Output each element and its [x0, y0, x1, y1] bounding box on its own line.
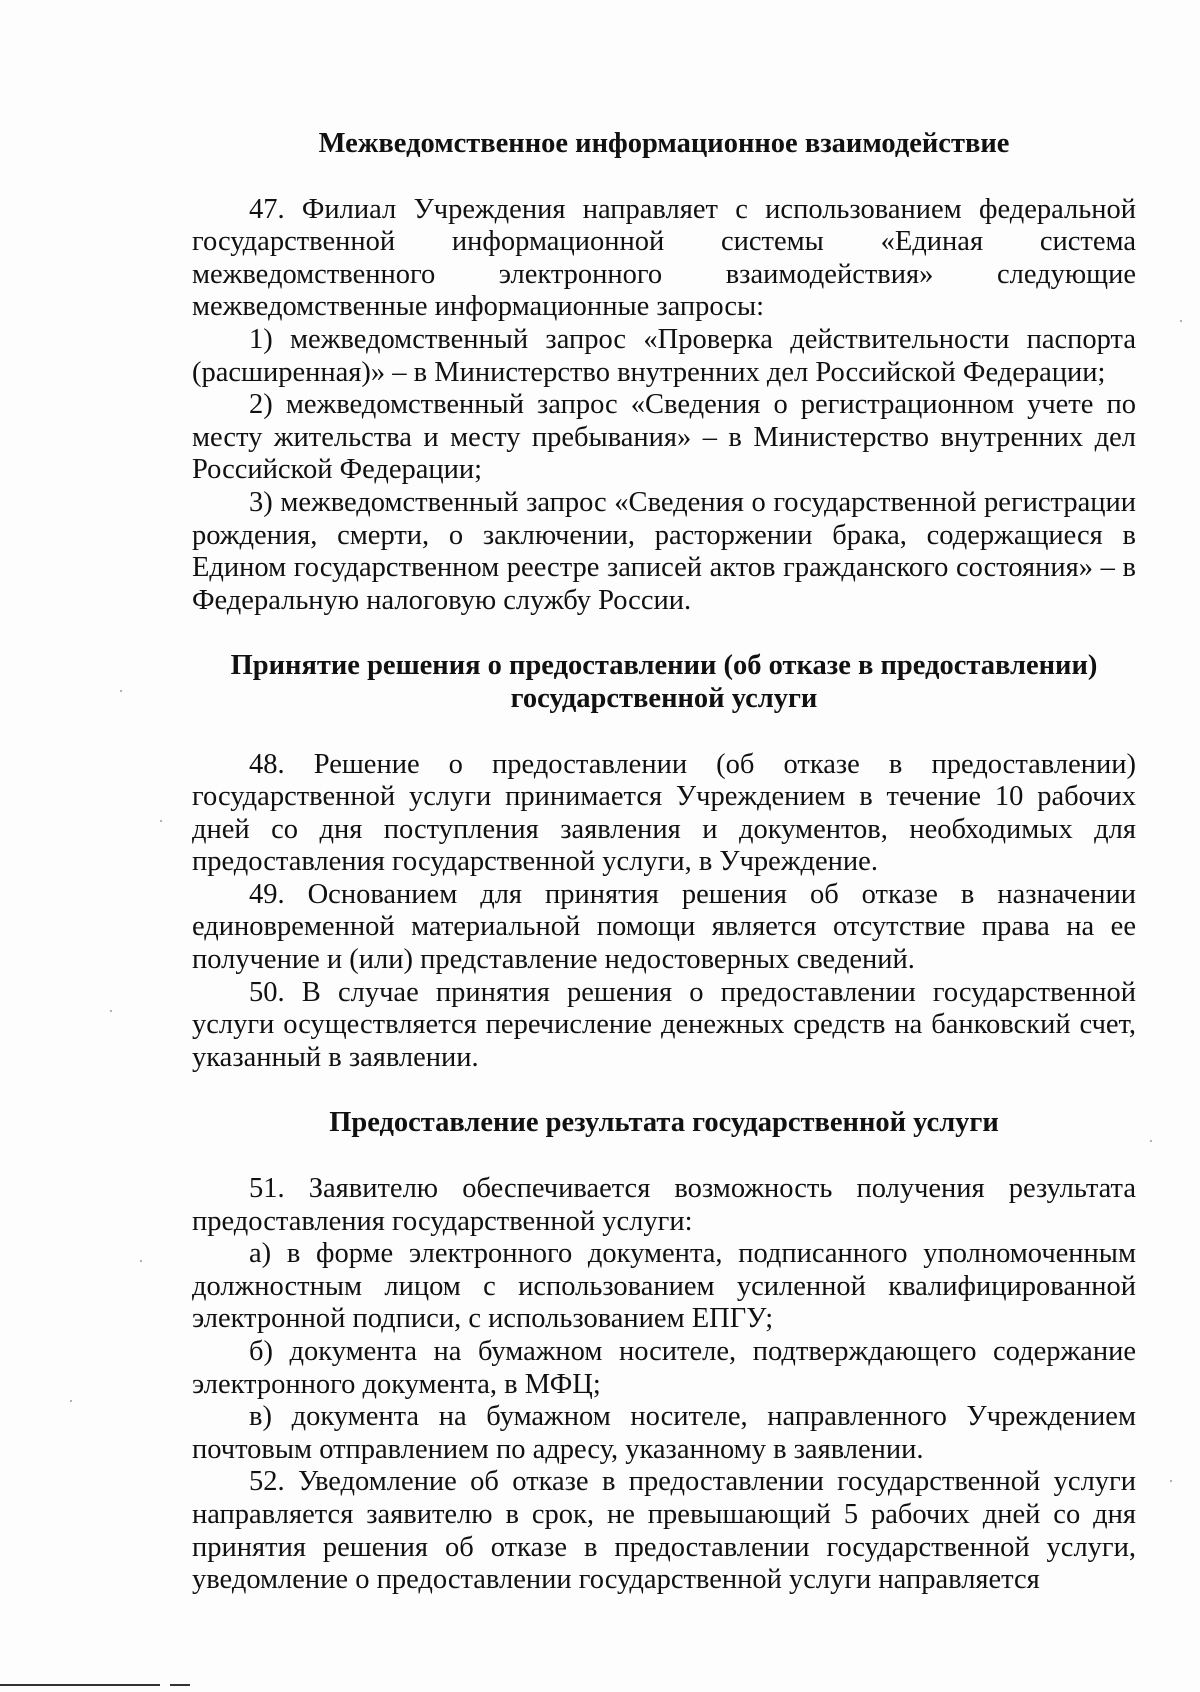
scan-speck — [1150, 1140, 1152, 1142]
section-heading-decision-line2: государственной услуги — [510, 682, 818, 714]
section-heading-decision — [192, 650, 1136, 715]
scan-speck — [110, 1010, 112, 1012]
paragraph-48: 48. Решение о предоставлении (об отказе в предоставлении) государственной услуги принимается Учреждением в течение 10 рабочих дней со дня поступления заявления и документов, необходимых для предоставления государственной услуги, в Учреждение. — [192, 748, 1136, 878]
paragraph-51-item-b: б) документа на бумажном носителе, подтверждающего содержание электронного документа, в МФЦ; — [192, 1336, 1136, 1400]
paragraph-49: 49. Основанием для принятия решения об отказе в назначении единовременной материальной помощи является отсутствие права на ее получение и (или) представление недостоверных сведений. — [192, 878, 1136, 976]
paragraph-47: 47. Филиал Учреждения направляет с использованием федеральной государственной информационной системы «Единая система межведомственного электронного взаимодействия» следующие межведомственные информационные запросы: — [192, 193, 1136, 323]
scan-speck — [70, 1400, 72, 1402]
paragraph-52: 52. Уведомление об отказе в предоставлении государственной услуги направляется заявителю в срок, не превышающий 5 рабочих дней со дня принятия решения об отказе в предоставлении государственной услуги, уведомление о предоставлении государственной услуги направляется — [192, 1466, 1136, 1596]
section-heading-interagency: Межведомственное информационное взаимодействие — [318, 128, 1010, 159]
paragraph-47-item-1: 1) межведомственный запрос «Проверка действительности паспорта (расширенная)» – в Министерство внутренних дел Российской Федерации; — [192, 323, 1136, 388]
scan-speck — [160, 820, 162, 822]
section-heading-decision-line1: Принятие решения о предоставлении (об отказе в предоставлении) — [230, 650, 1098, 682]
paragraph-51-item-a: а) в форме электронного документа, подписанного уполномоченным должностным лицом с использованием усиленной квалифицированной электронной подписи, с использованием ЕПГУ; — [192, 1238, 1136, 1335]
scan-speck — [120, 690, 122, 692]
scan-speck — [1180, 320, 1182, 322]
scan-speck — [140, 1260, 142, 1262]
paragraph-47-item-2: 2) межведомственный запрос «Сведения о регистрационном учете по месту жительства и месту пребывания» – в Министерство внутренних дел Российской Федерации; — [192, 389, 1136, 486]
paragraph-50: 50. В случае принятия решения о предоставлении государственной услуги осуществляется перечисление денежных средств на банковский счет, указанный в заявлении. — [192, 976, 1136, 1073]
paragraph-51: 51. Заявителю обеспечивается возможность получения результата предоставления государственной услуги: — [192, 1173, 1136, 1237]
footnote-rule — [0, 1684, 160, 1686]
scan-speck — [1170, 1480, 1172, 1482]
paragraph-51-item-v: в) документа на бумажном носителе, направленного Учреждением почтовым отправлением по адресу, указанному в заявлении. — [192, 1401, 1136, 1465]
section-heading-result: Предоставление результата государственной услуги — [329, 1107, 999, 1139]
document-body — [192, 128, 1136, 1597]
paragraph-47-item-3: 3) межведомственный запрос «Сведения о государственной регистрации рождения, смерти, о заключении, расторжении брака, содержащиеся в Едином государственном реестре записей актов гражданского состояния» – в Федеральную налоговую службу России. — [192, 486, 1136, 616]
footnote-rule-segment — [170, 1684, 190, 1686]
